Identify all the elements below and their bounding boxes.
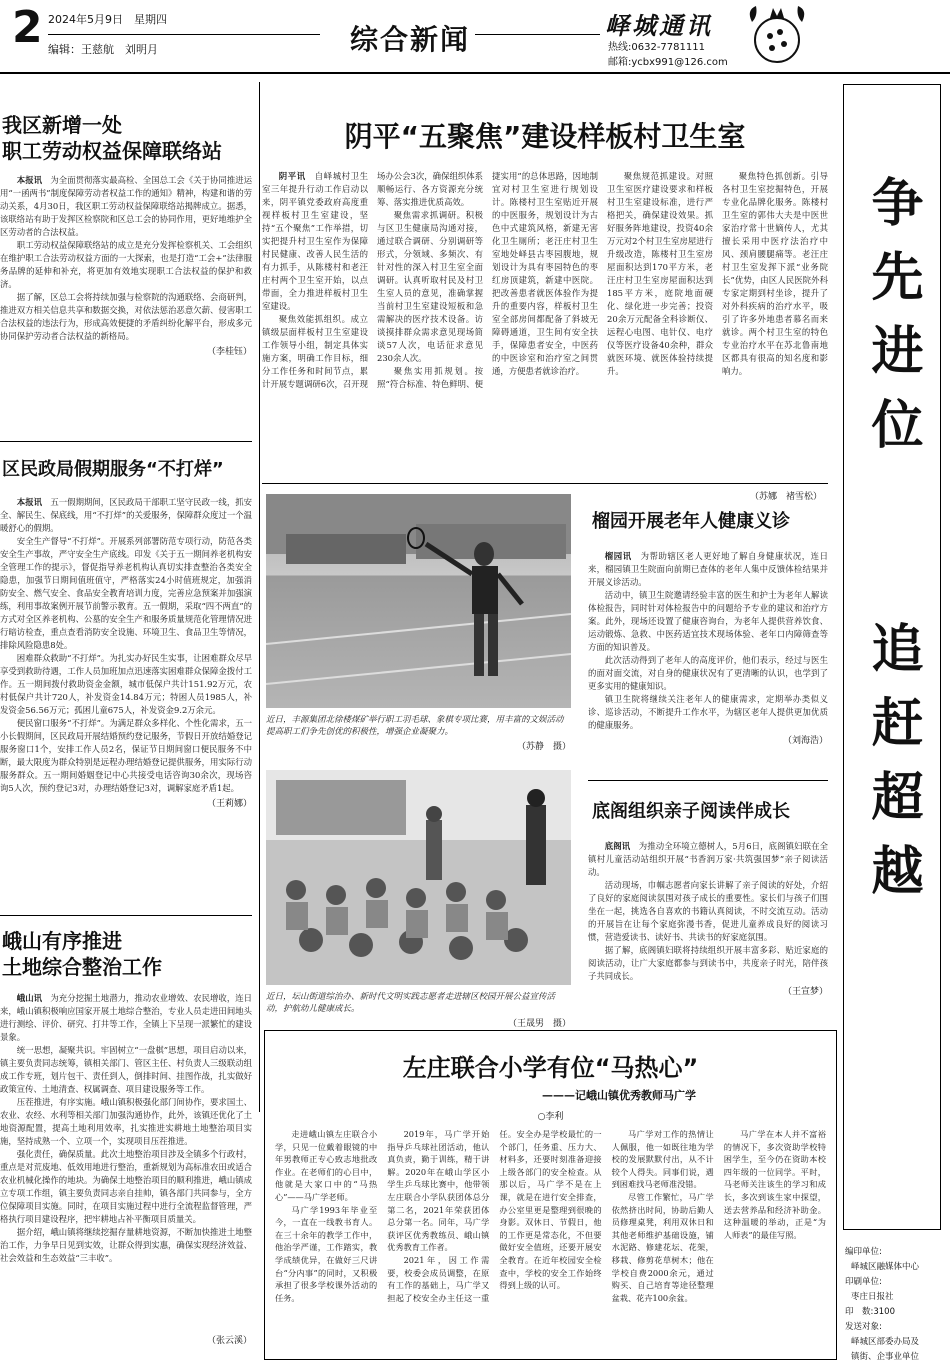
slogan-box: [843, 84, 941, 1230]
divider: [588, 780, 828, 781]
classroom-scene: [266, 770, 571, 985]
article-credit: （刘海浩）: [782, 736, 828, 746]
article-civil-affairs: [0, 458, 252, 809]
feature-byline: ○李利: [537, 1112, 564, 1122]
hotline: 热线:0632-7781111: [608, 42, 705, 53]
photo-caption: 近日，丰源集团北徐楼煤矿举行职工羽毛球、象棋专项比赛，用丰富的文娱活动提高职工们争先创优的积极性，增强企业凝聚力。: [266, 715, 564, 737]
column-rule: [259, 82, 260, 1112]
slogan-bottom: 追赶超越: [862, 621, 922, 917]
article-credit: （王莉娜）: [206, 799, 252, 809]
classroom-photo: [266, 770, 571, 985]
article-body: 峨山讯 为充分挖掘土地潜力，推动农业增效、农民增收，连日来，峨山镇积极响应国家开展土地综合整治，专业人员走进田间地头进行测绘、评价、研究、打井等工作，全镇上下呈现一派繁忙的建设景象。 统一思想，凝聚共识。牢固树立“一盘棋”思想，项目启动以来，镇主要负责同志统筹，镇相关部门、管区主任、村负责人三级联动组成工作专班，划片包干、责任到人，倒排时间、挂图作战，扎实做好政策宣传、土地清查、权属调查、项目建设服务等工作。 压茬推进，有序实施。峨山镇积极强化部门间协作，要求国土、农业、农经、水利等相关部门加强沟通协作，此外，该镇还优化了土地资源配置，提高土地利用效率，扎实推进实耕地土地整治项目实施，坚持成熟一个、立项一个，实现项目压茬推进。 强化责任，确保质量。此次土地整治项目涉及全镇多个行政村，重点是对荒废地、低效用地进行整治，重新规划为高标准农田或适合农业机械化操作的地块。为确保土地整治项目的顺利推进，峨山镇成立专项工作组，镇主要负责同志亲自挂帅，镇各部门共同参与，全方位保障项目实施。同时，在项目实施过程中进行全流程监督管理，严格执行项目建设程序，把牢耕地占补平衡项目质量关。 据介绍，峨山镇将继续挖掘存量耕地资源，不断加快推进土地整治工作，力争早日见到实效，让群众得到实惠，确保实现经济效益、社会效益和生态效益“三丰收”。: [0, 993, 252, 1263]
photo-credit: （王晟男 摄）: [507, 1019, 571, 1029]
imprint: 编印单位: 峄城区融媒体中心 印刷单位: 枣庄日报社 印 数:3100 发送对象: 峄城区部委办局及 镇街、企事业单位: [845, 1247, 920, 1362]
lead-story-title: 阴平“五聚焦”建设样板村卫生室: [344, 120, 746, 153]
article-credit: （张云溪）: [206, 1336, 252, 1346]
pomegranate-icon: [742, 2, 812, 68]
divider: [0, 441, 252, 442]
article-body: 本报讯 为全面贯彻落实最高检、全国总工会《关于协同推进运用“一函两书”制度保障劳动者权益工作的通知》精神，构建和谐的劳动关系，4月30日，我区职工劳动权益保障联络站揭牌成立。据悉，该联络站有助于发挥区检察院和区总工会的协同作用，更好地维护全区劳动者的合法权益。 职工劳动权益保障联络站的成立是充分发挥检察机关、工会组织在维护职工合法劳动权益方面的一大探索，也是打造“工会+”法律服务品牌的延伸和补充，将更加有效地实现职工合法权益的保护和救济。 据了解，区总工会将持续加强与检察院的沟通联络、会商研判，推进双方相关信息共享和数据交换，对依法惩治恶意欠薪、侵害职工合法权益的违法行为，形成高效便捷的矛盾纠纷化解平台，形成多元协同保护劳动者合法权益的新格局。: [0, 175, 252, 341]
photo-credit: （苏静 摄）: [516, 742, 571, 752]
page-number: 2: [12, 2, 43, 53]
article-credit: （李桂钰）: [206, 347, 252, 357]
issue-date: 2024年5月9日 星期四: [48, 13, 167, 26]
section-title: 综合新闻: [350, 23, 471, 56]
article-title: 榴园开展老年人健康义诊: [592, 511, 790, 532]
article-credit: （王宣梦）: [782, 987, 828, 997]
article-title: 峨山有序推进 土地综合整治工作: [2, 929, 162, 979]
photo-block-2: [266, 770, 571, 1029]
divider: [0, 915, 252, 916]
article-labor-station: [0, 112, 252, 357]
feature-box: [264, 1030, 837, 1360]
badminton-photo: [266, 494, 571, 708]
article-title: 区民政局假期服务“不打烊”: [2, 459, 224, 480]
badminton-scene: [266, 494, 571, 708]
page-header: [0, 0, 950, 70]
feature-title: 左庄联合小学有位“马热心”: [402, 1054, 699, 1082]
article-body: 本报讯 五一假期期间，区民政局干部职工坚守民政一线，抓安全、解民生、保底线，用“不打烊”的关爱服务，保障群众度过一个温暖舒心的假期。 安全生产督导“不打烊”。开展系列部署防范专项行动，防范各类安全生产事故，严守安全生产底线。印发《关于五一期间养老机构安全管理工作的提示》，督促指导养老机构认真切实排查整治各类安全隐患，加强节日期间值班值守，严格落实24小时值班规定，加强消防安全、燃气安全、食品安全教育培训力度，完善应急预案并加强演练，利用事故案例开展节前警示教育。五一假期，采取“四不两直”的方式对全区养老机构、公墓的安全生产和服务质量规范化管理情况进行暗访检查，重点查看消防安全设施、环境卫生、食品卫生等情况，排除风险隐患8处。 困难群众救助“不打烊”。为扎实办好民生实事，让困难群众尽早享受到救助待遇，工作人员加班加点迅速落实困难群众保障金拨付工作。五一期间拨付救助资金金额，城市低保户共计151.92万元，农村低保户共计720人，补发资金14.84万元；特困人员1985人，补发资金56.56万元；孤困儿童675人，补发资金9.2万余元。 便民窗口服务“不打烊”。为满足群众多样化、个性化需求，五一小长假期间，区民政局开展结婚预约登记服务，节假日开放结婚登记服务窗口1个，安排工作人员2名，保证节日期间窗口便民服务不中断，最大限度为群众特别是远程办理结婚登记提供服务，用实际行动服务群众。五一期间婚姻登记中心共接受电话咨询30余次，现场咨询5人次，预约登记3对，办理结婚登记3对，调解家庭矛盾1起。: [0, 497, 252, 793]
newspaper-logo: 峄城通讯: [605, 11, 713, 40]
email: 邮箱:ycbx991@126.com: [608, 57, 728, 68]
masthead-rule: [0, 72, 950, 74]
editors: 编辑：王慈航 刘明月: [48, 43, 158, 56]
lead-story: [262, 118, 828, 502]
photo-caption: 近日，坛山街道综治办、新时代文明实践志愿者走进辖区校园开展公益宣传活动，护航幼儿健康成长。: [266, 992, 556, 1014]
divider: [262, 483, 828, 484]
article-family-reading: [588, 800, 828, 997]
article-health-clinic: [588, 510, 828, 746]
article-body: 底阁讯 为推动全环境立德树人，5月6日，底阁镇妇联在全镇村儿童活动站组织开展“书香润万家·共筑强国梦”亲子阅读活动。 活动现场，巾帼志愿者向家长讲解了亲子阅读的好处，介绍了良好的家庭阅读氛围对孩子成长的重要性。家长们与孩子们围坐在一起，挑选各自喜欢的书籍认真阅读，不时交流互动。活动的开展旨在让每个家庭弥漫书香，促进儿童养成良好的阅读习惯，营造爱读书、读好书、共读书的好家庭氛围。 据了解，底阁镇妇联将持续组织开展丰富多彩、贴近家庭的阅读活动，让广大家庭都参与到读书中，共度亲子时光，陪伴孩子共同成长。: [588, 841, 828, 981]
article-body: 榴园讯 为帮助辖区老人更好地了解自身健康状况，连日来，榴园镇卫生院面向前期已查体的老年人集中反馈体检结果并开展义诊活动。 活动中，镇卫生院邀请经验丰富的医生和护士为老年人解读体检报告，同时针对体检报告中的问题给予专业的建议和治疗方案。此外，现场还设置了健康咨询台，为老年人提供营养饮食、运动锻炼、急救、中医药适宜技术现场体验、老年口内障筛查等方面的知识普及。 此次活动得到了老年人的高度评价，他们表示，经过与医生的面对面交流，对自身的健康状况有了更清晰的认识，也学到了更多实用的健康知识。 镇卫生院将继续关注老年人的健康需求，定期举办类似义诊、巡诊活动，不断提升工作水平，为辖区老年人提供更加优质的健康服务。: [588, 551, 828, 730]
article-title: 底阁组织亲子阅读伴成长: [592, 801, 790, 822]
slogan-top: 争先进位: [862, 175, 922, 471]
feature-subtitle: ———记峨山镇优秀教师马广学: [542, 1089, 696, 1102]
lead-story-body: 阴平讯 自峄城村卫生室三年提升行动工作启动以来，阴平镇党委政府高度重视样板村卫生室建设，坚持“五个聚焦”工作举措，切实把提升村卫生室作为保障村民健康、改善人民生活的有力抓手，从陈楼村和老汪庄村两个卫生室开始，以点带面，全力推进样板村卫生室建设。 聚焦效能抓组织。成立镇级层面样板村卫生室建设工作领导小组，制定具体实施方案，明确工作目标，细分工作任务和时间节点，累计开展专题调研6次，召开现场办公会3次，确保组织体系顺畅运行、各方资源充分统筹、落实推进优质高效。 聚焦需求抓调研。积极与区卫生健康局沟通对接，通过联合调研、分别调研等形式，分领域、多频次、有针对性的深入村卫生室全面调研。认真听取村民及村卫生室人员的意见，准确掌握当前村卫生室建设短板和急需解决的医疗技术设备。访谈摸排群众需求意见现场简谈57人次，电话征求意见230余人次。 聚焦实用抓规划。按照“符合标准、特色鲜明、便捷实用”的总体思路，因地制宜对村卫生室进行规划设计。陈楼村卫生室贴近开展的中医服务，规划设计为古色中式建筑风格，新建无害化卫生厕所；老汪庄村卫生室地处峄县古枣园腹地，规划设计为具有枣园特色的枣红房顶建筑，新建中医院。把改善患者就医体验作为提升的重要内容，样板村卫生室全部房间都配备了斜坡无障碍通道，卫生间有安全扶手，保障患者安全，中医药的中医诊室和治疗室之间贯通，方便患者就诊治疗。 聚焦规范抓建设。对照卫生室医疗建设要求和样板村卫生室建设标准，进行严格把关，确保建设效果。抓好服务阵地建设，投资40余万元对2个村卫生室房屋进行升级改造，陈楼村卫生室房屋面积达到170平方米，老汪庄村卫生室房屋面积达到185平方米，庭院地面硬化、绿化进一步完善；投资20余万元配备全科诊断仪、远程心电图、电针仪、电疗仪等医疗设备40余种，群众就医环境、就医体验持续提升。 聚焦特色抓创新。引导各村卫生室挖掘特色，开展专业化品牌化服务。陈楼村卫生室的郭伟大夫是中医世家治疗常十世嫡传人，尤其擅长采用中医疗法治疗中风、颈肩腰腿痛等。老汪庄村卫生室发挥下派“业务院长”优势，由区人民医院外科专家定期到村坐诊，提升了对外科疾病的治疗水平，吸引了许多外地患者慕名而来就诊。两个村卫生室的特色专业治疗水平在苏北鲁南地区都具有很高的知名度和影响力。: [262, 171, 828, 389]
feature-body: 走进峨山镇左庄联合小学，只见一位戴着眼镜的中年男教师正专心致志地批改作业。在老师们的心目中，他就是大家口中的“马热心”——马广学老师。 马广学1993年毕业至今，一直在一线教书育人。在三十余年的教学工作中，他治学严谨，工作踏实，教学成绩优异，在做好三尺讲台“分内事”的同时，又积极承担了很多学校课外活动的任务。 2019年，马广学开始指导乒乓球社团活动，他认真负责，勤于训练，精于讲解。2020年在峨山学区小学生乒乓球比赛中，他带领左庄联合小学队获团体总分第二名，2021年荣获团体总分第一名。同年，马广学获评区优秀教练员、峨山镇优秀教育工作者。 2021年，因工作需要，校委会成员调整，在原有工作的基础上，马广学又担起了校安全办主任这一重任。安全办是学校最忙的一个部门，任务重、压力大、材料多，还要时刻准备迎接上级各部门的安全检查。从那以后，马广学不是在上课，就是在进行安全排查，办公室里更是整理到很晚的身影。双休日、节假日，他的工作更是常态化，不但要做好安全值班，还要开展安全教育。在近年校园安全检查中，学校的安全工作始终得到上级的认可。 马广学对工作的热情让人佩服，他一如既往地为学校的发展默默付出，从不计较个人得失。同事们说，遇到困难找马老师准没错。 尽管工作繁忙，马广学依然挤出时间，协助后勤人员修理桌凳，利用双休日和其他老师维护基础设施，铺水泥路、修建花坛、花架，移栽、修剪花草树木；他在学校自费2000余元，通过购买、自己培育等途径整理盆栽、花卉100余盆。 马广学在本人并不富裕的情况下，多次资助学校特困学生，至今仍在资助本校四年级的一位同学。平时，马老师关注该生的学习和成长，多次到该生家中探望，送去营养品和经济补助金。这种温暖的举动，正是“为人师表”的最佳写照。: [275, 1129, 826, 1303]
masthead-underline: [48, 34, 320, 35]
article-title: 我区新增一处 职工劳动权益保障联络站: [2, 113, 222, 163]
article-land-consolidation: [0, 928, 252, 1346]
lead-story-credit: （苏娜 褚雪松）: [749, 492, 822, 502]
photo-block-1: [266, 494, 571, 752]
masthead-underline-right: [475, 34, 600, 35]
